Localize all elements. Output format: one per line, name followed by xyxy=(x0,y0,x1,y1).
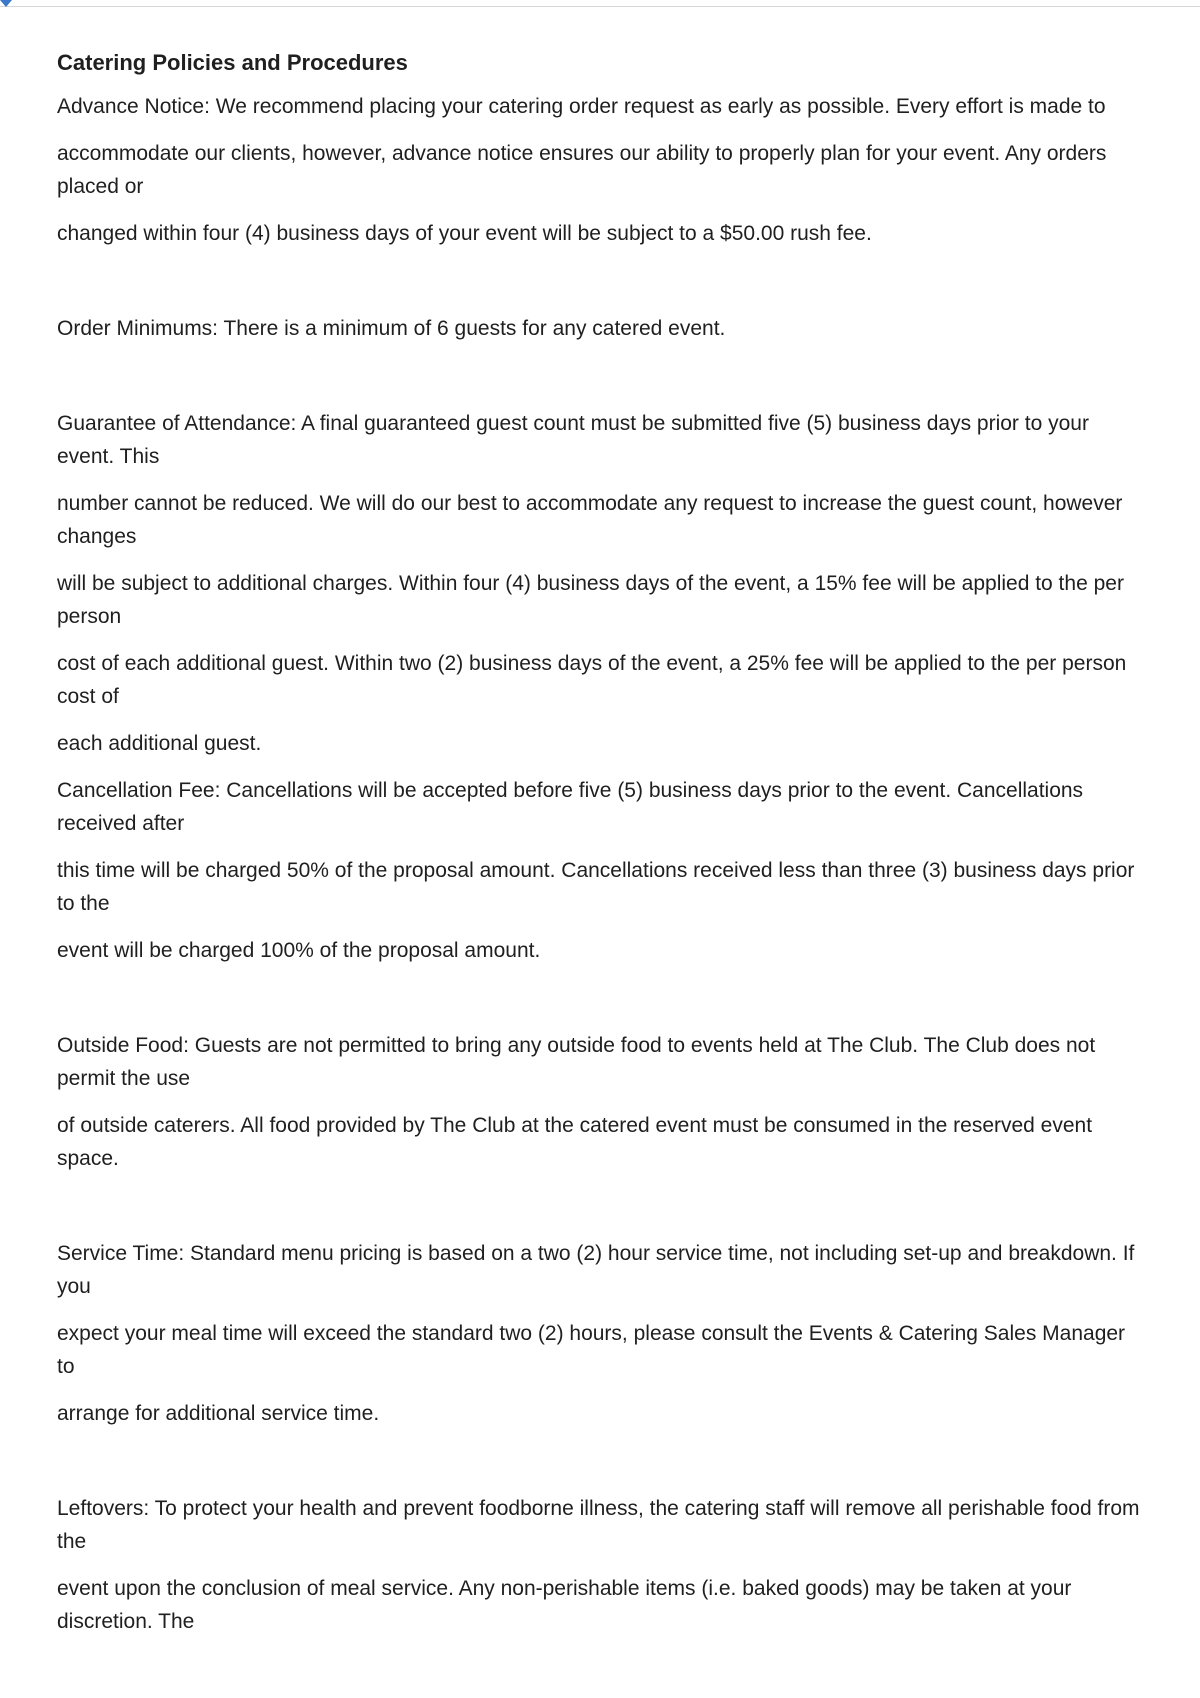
paragraph-line: will be subject to additional charges. Within four (4) business days of the event, a 15% fee will be applied to the per person xyxy=(57,572,1124,628)
section-guarantee-of-attendance xyxy=(57,407,1147,760)
paragraph-line: event will be charged 100% of the proposal amount. xyxy=(57,939,541,962)
paragraph-line: Advance Notice: We recommend placing your catering order request as early as possible. Every effort is made to xyxy=(57,95,1106,118)
section-leftovers xyxy=(57,1492,1147,1638)
paragraph-line: Leftovers: To protect your health and prevent foodborne illness, the catering staff will remove all perishable food from the xyxy=(57,1497,1140,1553)
corner-arrow-icon xyxy=(0,0,12,7)
paragraph-line: Service Time: Standard menu pricing is based on a two (2) hour service time, not including set-up and breakdown. If you xyxy=(57,1242,1135,1298)
paragraph-line: expect your meal time will exceed the standard two (2) hours, please consult the Events & Catering Sales Manager to xyxy=(57,1322,1126,1378)
section-service-time xyxy=(57,1237,1147,1430)
paragraph-line: of outside caterers. All food provided by The Club at the catered event must be consumed in the reserved event space. xyxy=(57,1114,1093,1170)
paragraph-line: number cannot be reduced. We will do our best to accommodate any request to increase the guest count, however changes xyxy=(57,492,1123,548)
section-spacer xyxy=(57,1444,1147,1492)
section-spacer xyxy=(57,359,1147,407)
paragraph-line: Order Minimums: There is a minimum of 6 guests for any catered event. xyxy=(57,317,726,340)
section-advance-notice xyxy=(57,90,1147,250)
paragraph-line: Cancellation Fee: Cancellations will be accepted before five (5) business days prior to the event. Cancellations received after xyxy=(57,779,1084,835)
document-title: Catering Policies and Procedures xyxy=(57,50,408,75)
section-order-minimums xyxy=(57,312,1147,345)
paragraph-line: arrange for additional service time. xyxy=(57,1402,380,1425)
paragraph-line: cost of each additional guest. Within two (2) business days of the event, a 25% fee will be applied to the per person cost of xyxy=(57,652,1127,708)
paragraph-line: event upon the conclusion of meal service. Any non-perishable items (i.e. baked goods) may be taken at your discretion. The xyxy=(57,1577,1072,1633)
paragraph-line: accommodate our clients, however, advance notice ensures our ability to properly plan for your event. Any orders placed or xyxy=(57,142,1107,198)
paragraph-line: changed within four (4) business days of your event will be subject to a $50.00 rush fee. xyxy=(57,222,872,245)
paragraph-line: Outside Food: Guests are not permitted to bring any outside food to events held at The Club. The Club does not permit the use xyxy=(57,1034,1096,1090)
section-cancellation-fee xyxy=(57,774,1147,967)
document-body xyxy=(57,44,1147,1652)
section-spacer xyxy=(57,1189,1147,1237)
paragraph-line: Guarantee of Attendance: A final guaranteed guest count must be submitted five (5) business days prior to your event. This xyxy=(57,412,1089,468)
section-spacer xyxy=(57,264,1147,312)
top-divider xyxy=(0,6,1200,7)
paragraph-line: this time will be charged 50% of the proposal amount. Cancellations received less than three (3) business days prior to the xyxy=(57,859,1135,915)
section-outside-food xyxy=(57,1029,1147,1175)
paragraph-line: each additional guest. xyxy=(57,732,262,755)
section-spacer xyxy=(57,981,1147,1029)
